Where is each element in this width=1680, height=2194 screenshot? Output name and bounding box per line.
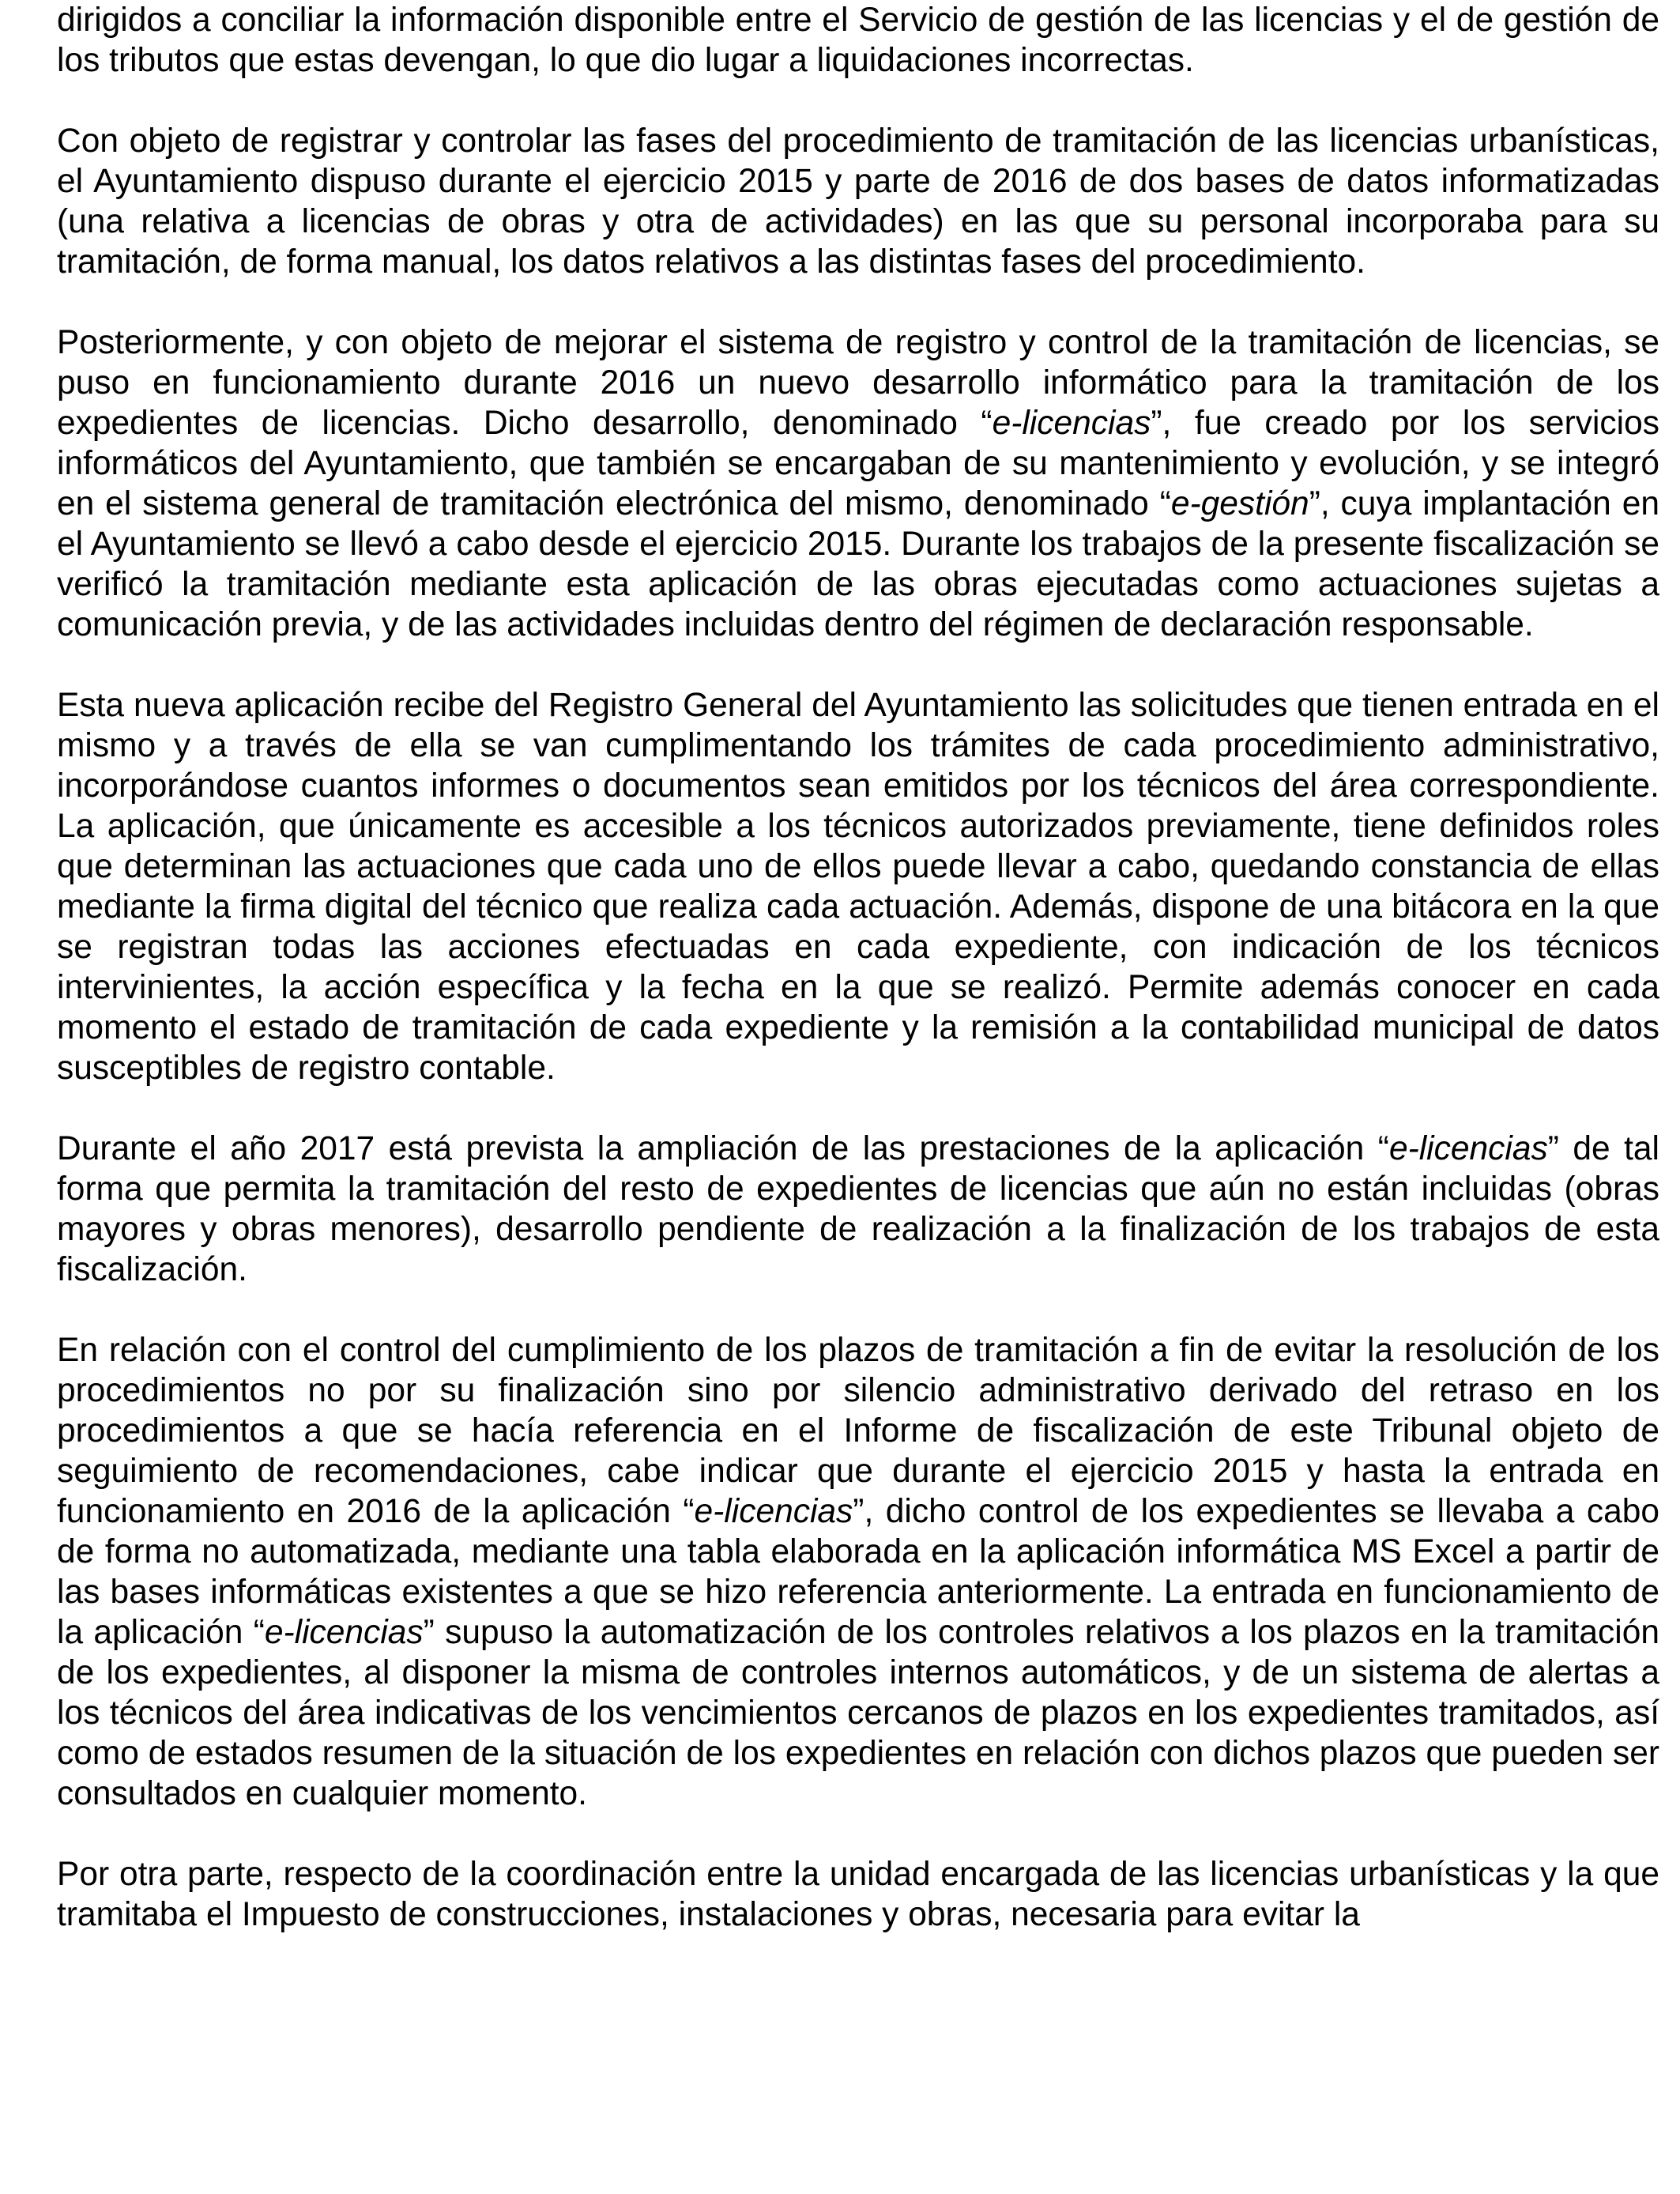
paragraph bbox=[57, 0, 1659, 81]
italic-term: e-gestión bbox=[1170, 485, 1309, 522]
paragraph-text: En relación con el control del cumplimiento de los plazos de tramitación a fin de evitar la resolución de los procedimientos no por su finalización sino por silencio administrativo derivado del retraso en los procedimientos a que se hacía referencia en el Informe de fiscalización de este Tribunal objeto de seguimiento de recomendaciones, cabe indicar que durante el ejercicio 2015 y hasta la entrada en funcionamiento en 2016 de la aplicación “ bbox=[57, 1332, 1659, 1530]
paragraph-text: Por otra parte, respecto de la coordinación entre la unidad encargada de las licencias urbanísticas y la que tramitaba el Impuesto de construcciones, instalaciones y obras, necesaria para evitar la bbox=[57, 1856, 1659, 1933]
paragraph bbox=[57, 322, 1659, 645]
paragraph-text: Posteriormente, y con objeto de mejorar el sistema de registro y control de la tramitación de licencias, se puso en funcionamiento durante 2016 un nuevo desarrollo informático para la tramitación de los expedientes de licencias. Dicho desarrollo, denominado “ bbox=[57, 324, 1659, 442]
italic-term: e-licencias bbox=[264, 1614, 424, 1651]
document-page bbox=[57, 0, 1659, 1935]
paragraph-text: ” supuso la automatización de los controles relativos a los plazos en la tramitación de los expedientes, al disponer la misma de controles internos automáticos, y de un sistema de alertas a los técnicos del área indicativas de los vencimientos cercanos de plazos en los expedientes tramitados, así como de estados resumen de la situación de los expedientes en relación con dichos plazos que pueden ser consultados en cualquier momento. bbox=[57, 1614, 1659, 1812]
paragraph-text: ” de tal forma que permita la tramitación del resto de expedientes de licencias que aún no están incluidas (obras mayores y obras menores), desarrollo pendiente de realización a la finalización de los trabajos de esta fiscalización. bbox=[57, 1130, 1659, 1288]
paragraph bbox=[57, 1129, 1659, 1290]
paragraph bbox=[57, 121, 1659, 282]
italic-term: e-licencias bbox=[992, 405, 1151, 442]
paragraph-text: Durante el año 2017 está prevista la ampliación de las prestaciones de la aplicación “ bbox=[57, 1130, 1389, 1167]
italic-term: e-licencias bbox=[694, 1493, 853, 1530]
paragraph bbox=[57, 1854, 1659, 1935]
paragraph-text: ”, cuya implantación en el Ayuntamiento se llevó a cabo desde el ejercicio 2015. Durante los trabajos de la presente fiscalización se verificó la tramitación mediante esta aplicación de las obras ejecutadas como actuaciones sujetas a comunicación previa, y de las actividades incluidas dentro del régimen de declaración responsable. bbox=[57, 485, 1659, 643]
paragraph-text: Con objeto de registrar y controlar las fases del procedimiento de tramitación de las licencias urbanísticas, el Ayuntamiento dispuso durante el ejercicio 2015 y parte de 2016 de dos bases de datos informatizadas (una relativa a licencias de obras y otra de actividades) en las que su personal incorporaba para su tramitación, de forma manual, los datos relativos a las distintas fases del procedimiento. bbox=[57, 123, 1659, 281]
paragraph bbox=[57, 685, 1659, 1088]
paragraph-text: dirigidos a conciliar la información disponible entre el Servicio de gestión de las licencias y el de gestión de los tributos que estas devengan, lo que dio lugar a liquidaciones incorrectas. bbox=[57, 2, 1659, 79]
paragraph-text: Esta nueva aplicación recibe del Registro General del Ayuntamiento las solicitudes que tienen entrada en el mismo y a través de ella se van cumplimentando los trámites de cada procedimiento administrativo, incorporándose cuantos informes o documentos sean emitidos por los técnicos del área correspondiente. La aplicación, que únicamente es accesible a los técnicos autorizados previamente, tiene definidos roles que determinan las actuaciones que cada uno de ellos puede llevar a cabo, quedando constancia de ellas mediante la firma digital del técnico que realiza cada actuación. Además, dispone de una bitácora en la que se registran todas las acciones efectuadas en cada expediente, con indicación de los técnicos intervinientes, la acción específica y la fecha en la que se realizó. Permite además conocer en cada momento el estado de tramitación de cada expediente y la remisión a la contabilidad municipal de datos susceptibles de registro contable. bbox=[57, 687, 1659, 1087]
italic-term: e-licencias bbox=[1388, 1130, 1548, 1167]
paragraph-text: ”, dicho control de los expedientes se llevaba a cabo de forma no automatizada, mediante una tabla elaborada en la aplicación informática MS Excel a partir de las bases informáticas existentes a que se hizo referencia anteriormente. La entrada en funcionamiento de la aplicación “ bbox=[57, 1493, 1659, 1651]
paragraph bbox=[57, 1330, 1659, 1814]
paragraph-text: ”, fue creado por los servicios informáticos del Ayuntamiento, que también se encargaban de su mantenimiento y evolución, y se integró en el sistema general de tramitación electrónica del mismo, denominado “ bbox=[57, 405, 1659, 522]
